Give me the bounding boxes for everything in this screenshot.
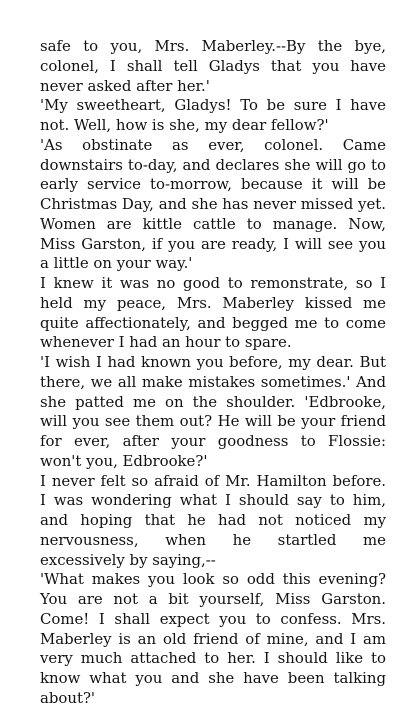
paragraph-6: I never felt so afraid of Mr. Hamilton before. I was wondering what I should say to him, and hoping that he had not noticed my nervousness, when he startled me excessively by saying,-- (40, 471, 386, 569)
paragraph-7: 'What makes you look so odd this evening? You are not a bit yourself, Miss Garston. Come! I shall expect you to confess. Mrs. Maberley is an old friend of mine, and I am very much attached to her. I should like to know what you and she have been talking about?' (40, 570, 386, 707)
paragraph-2: 'My sweetheart, Gladys! To be sure I have not. Well, how is she, my dear fellow?' (40, 96, 386, 134)
paragraph-4: I knew it was no good to remonstrate, so I held my peace, Mrs. Maberley kissed me quite affectionately, and begged me to come whenever I had an hour to spare. (40, 274, 386, 352)
paragraph-1: safe to you, Mrs. Maberley.--By the bye, colonel, I shall tell Gladys that you have never asked after her.' (40, 37, 386, 95)
paragraph-5: 'I wish I had known you before, my dear. But there, we all make mistakes sometimes.' And she patted me on the shoulder. 'Edbrooke, will you see them out? He will be your friend for ever, after your goodness to Flossie: won't you, Edbrooke?' (40, 353, 386, 470)
paragraph-3: 'As obstinate as ever, colonel. Came downstairs to-day, and declares she will go to early service to-morrow, because it will be Christmas Day, and she has never missed yet. Women are kittle cattle to manage. Now, Miss Garston, if you are ready, I will see you a little on your way.' (40, 135, 386, 273)
book-page (40, 37, 386, 709)
